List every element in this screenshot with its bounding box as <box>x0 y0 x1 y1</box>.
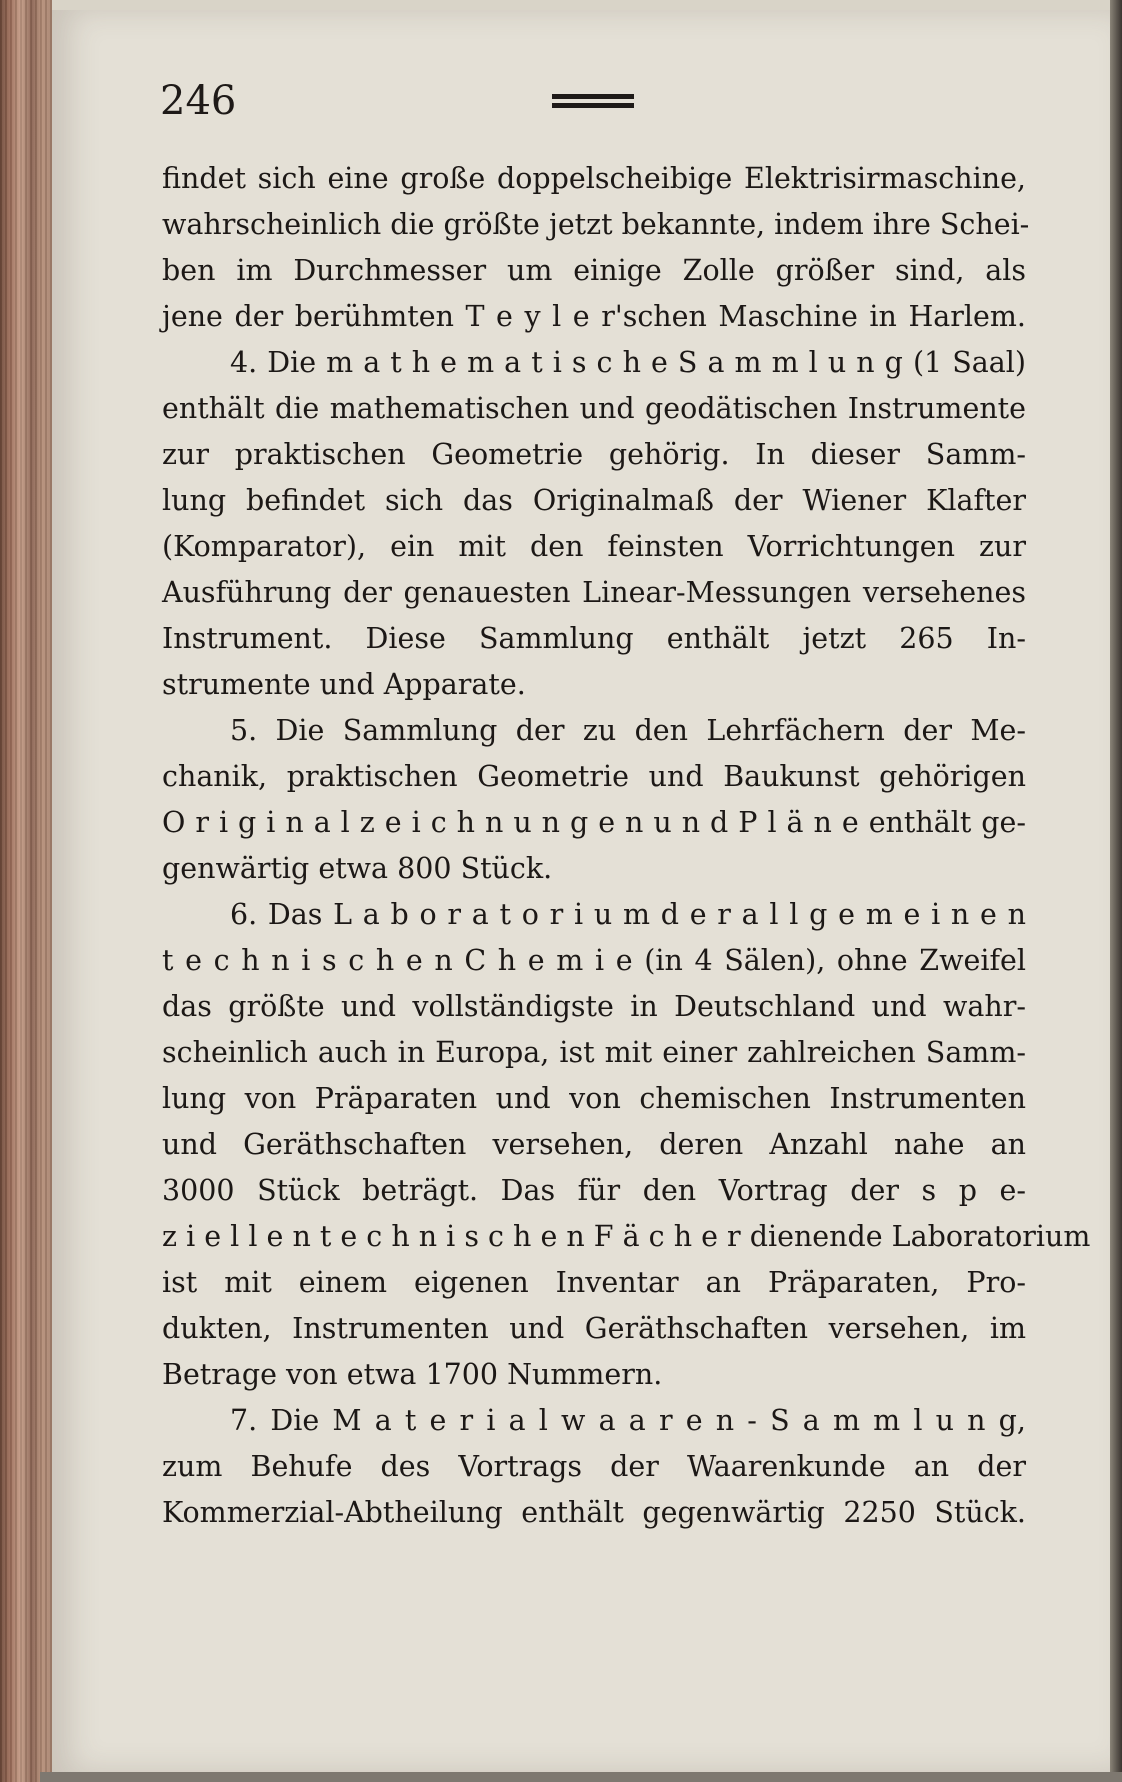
text-line: ist mit einem eigenen Inventar an Präparaten, Pro- <box>162 1266 1026 1299</box>
text-line: zur praktischen Geometrie gehörig. In dieser Samm- <box>162 438 1026 471</box>
text-line: Instrument. Diese Sammlung enthält jetzt 265 In- <box>162 622 1026 655</box>
text-line: 4. Die m a t h e m a t i s c h e S a m m l u n g (1 Saal) <box>230 346 1026 379</box>
page-edge-texture <box>0 0 52 1782</box>
text-line: lung befindet sich das Originalmaß der Wiener Klafter <box>162 484 1026 517</box>
text-line: und Geräthschaften versehen, deren Anzahl nahe an <box>162 1128 1026 1161</box>
page-number: 246 <box>160 78 237 124</box>
text-line: Betrage von etwa 1700 Nummern. <box>162 1358 663 1391</box>
book-left-page-edges <box>0 0 52 1782</box>
text-line: Ausführung der genauesten Linear-Messungen versehenes <box>162 576 1026 609</box>
text-line: (Komparator), ein mit den feinsten Vorrichtungen zur <box>162 530 1026 563</box>
text-line: 5. Die Sammlung der zu den Lehrfächern der Me- <box>230 714 1026 747</box>
text-line: lung von Präparaten und von chemischen Instrumenten <box>162 1082 1026 1115</box>
text-line: jene der berühmten T e y l e r'schen Maschine in Harlem. <box>162 300 1026 333</box>
text-line: ben im Durchmesser um einige Zolle größer sind, als <box>162 254 1026 287</box>
text-line: enthält die mathematischen und geodätischen Instrumente <box>162 392 1026 425</box>
text-line: O r i g i n a l z e i c h n u n g e n u n d P l ä n e enthält ge- <box>162 806 1026 839</box>
header-rule-top <box>552 94 634 99</box>
text-line: das größte und vollständigste in Deutschland und wahr- <box>162 990 1026 1023</box>
text-line: chanik, praktischen Geometrie und Baukunst gehörigen <box>162 760 1026 793</box>
text-line: genwärtig etwa 800 Stück. <box>162 852 553 885</box>
text-line: zum Behufe des Vortrags der Waarenkunde an der <box>162 1450 1026 1483</box>
header-double-rule <box>552 94 634 108</box>
text-line: 3000 Stück beträgt. Das für den Vortrag der s p e- <box>162 1174 1026 1207</box>
book-right-edge <box>1110 0 1122 1782</box>
text-line: dukten, Instrumenten und Geräthschaften versehen, im <box>162 1312 1026 1345</box>
book-bottom-edge <box>40 1772 1122 1782</box>
text-line: findet sich eine große doppelscheibige Elektrisirmaschine, <box>162 162 1026 195</box>
text-line: scheinlich auch in Europa, ist mit einer zahlreichen Samm- <box>162 1036 1026 1069</box>
text-line: wahrscheinlich die größte jetzt bekannte, indem ihre Schei- <box>162 208 1030 241</box>
text-line: z i e l l e n t e c h n i s c h e n F ä c h e r dienende Laboratorium <box>162 1220 1091 1253</box>
text-line: t e c h n i s c h e n C h e m i e (in 4 Sälen), ohne Zweifel <box>162 944 1026 977</box>
body-text <box>162 156 1091 1536</box>
text-line: 7. Die M a t e r i a l w a a r e n - S a m m l u n g, <box>230 1404 1026 1437</box>
header-rule-bottom <box>552 103 634 108</box>
text-line: 6. Das L a b o r a t o r i u m d e r a l l g e m e i n e n <box>230 898 1026 931</box>
text-line: strumente und Apparate. <box>162 668 526 701</box>
text-line: Kommerzial-Abtheilung enthält gegenwärtig 2250 Stück. <box>162 1496 1026 1529</box>
